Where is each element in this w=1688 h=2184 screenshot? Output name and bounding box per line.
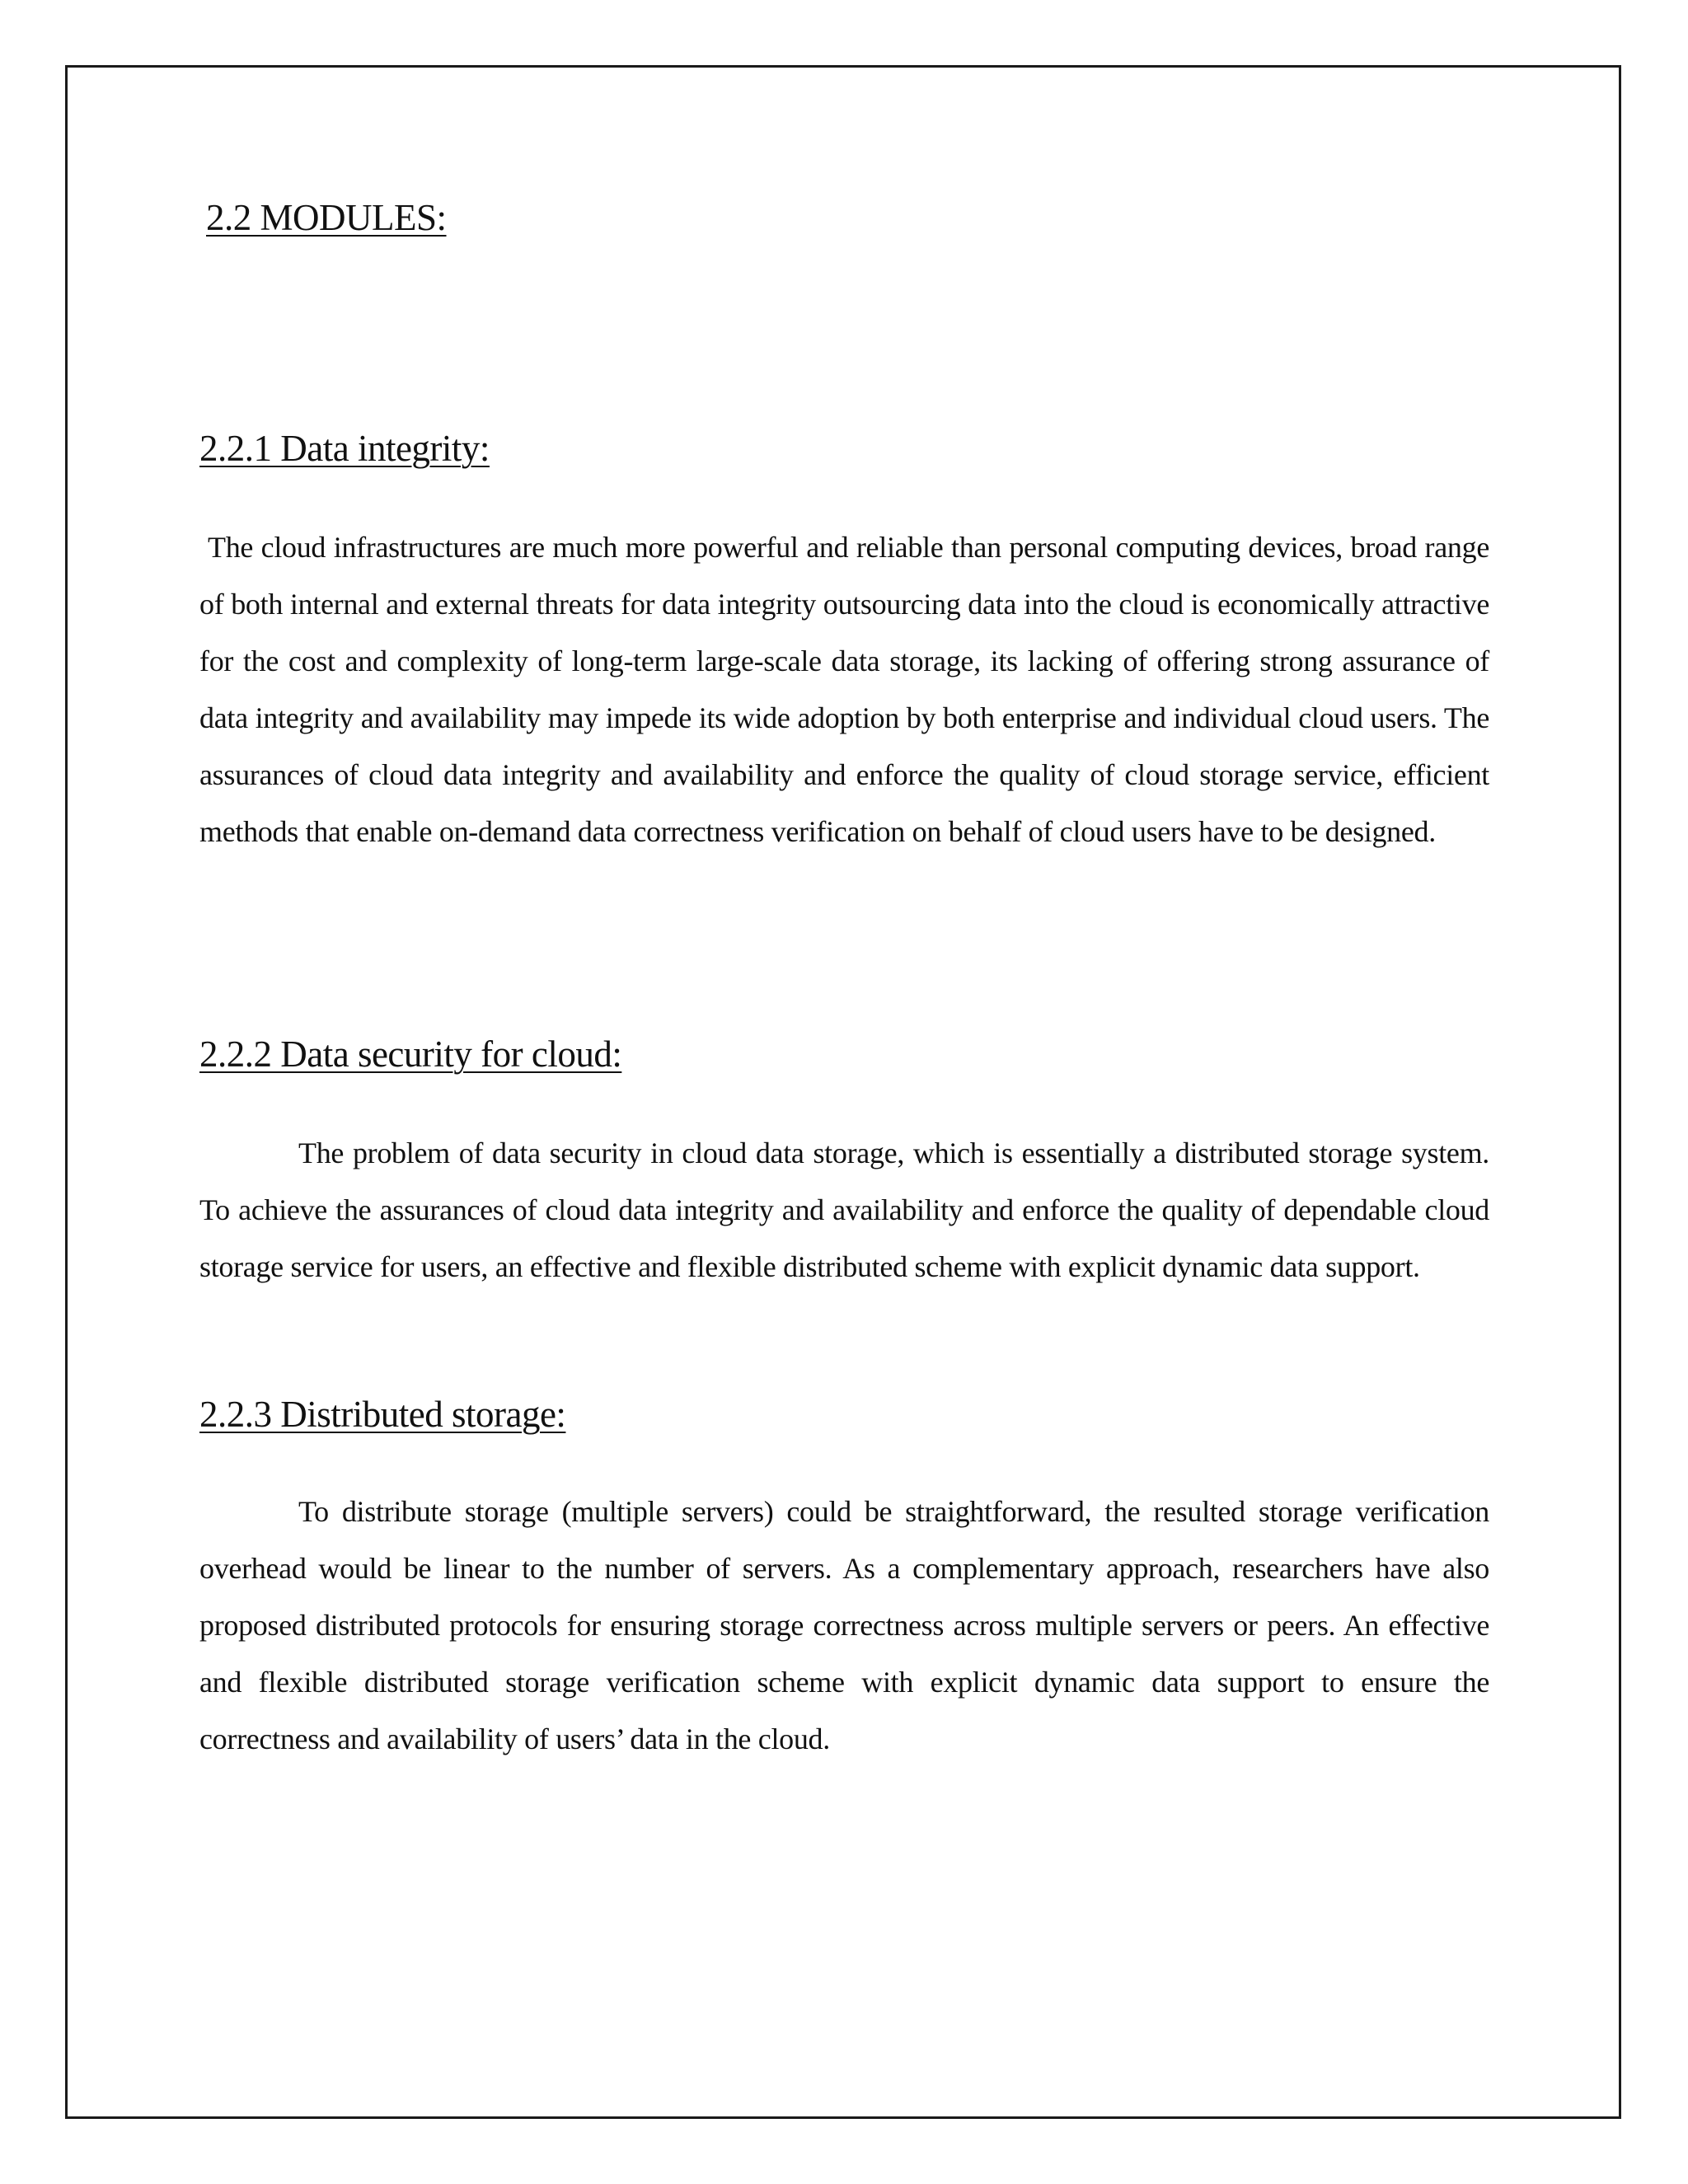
section-heading-data-security: 2.2.2 Data security for cloud: xyxy=(199,1033,622,1075)
section-body-distributed-storage: To distribute storage (multiple servers) could be straightforward, the resulted storage verification overhead would be linear to the number of servers. As a complementary approach, researchers have also proposed distributed protocols for ensuring storage correctness across multiple servers or peers. An effective and flexible distributed storage verification scheme with explicit dynamic data support to ensure the correctness and availability of users’ data in the cloud. xyxy=(199,1495,1489,1755)
section-heading-data-integrity: 2.2.1 Data integrity: xyxy=(199,428,490,469)
page-title: 2.2 MODULES: xyxy=(206,197,447,238)
section-heading-distributed-storage: 2.2.3 Distributed storage: xyxy=(199,1394,566,1435)
section-body-data-integrity: The cloud infrastructures are much more powerful and reliable than personal computing devices, broad range of both internal and external threats for data integrity outsourcing data into the cloud is economically attractive for the cost and complexity of long-term large-scale data storage, its lacking of offering strong assurance of data integrity and availability may impede its wide adoption by both enterprise and individual cloud users. The assurances of cloud data integrity and availability and enforce the quality of cloud storage service, efficient methods that enable on-demand data correctness verification on behalf of cloud users have to be designed. xyxy=(199,531,1489,848)
page-border xyxy=(65,65,1621,2119)
section-body-data-security: The problem of data security in cloud data storage, which is essentially a distributed storage system. To achieve the assurances of cloud data integrity and availability and enforce the quality of dependable cloud storage service for users, an effective and flexible distributed scheme with explicit dynamic data support. xyxy=(199,1137,1489,1283)
